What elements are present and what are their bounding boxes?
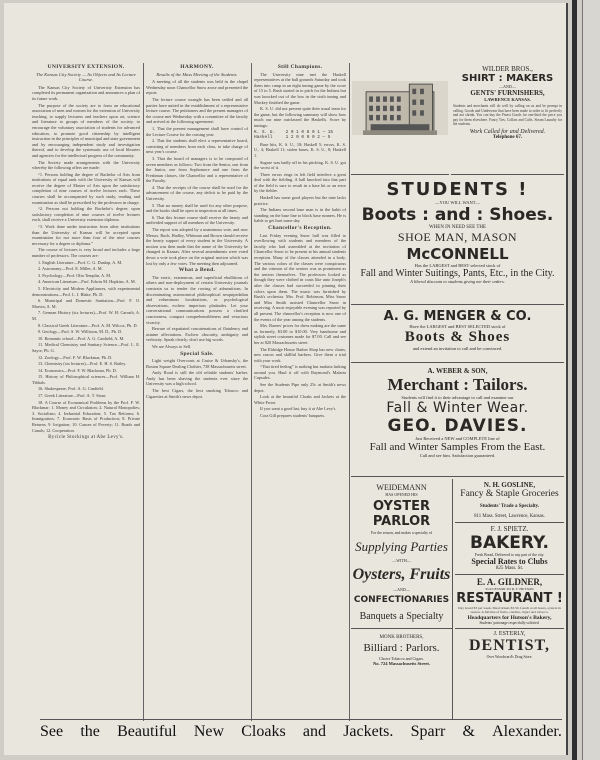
footer-word: Alexander. [492, 723, 562, 740]
gosline-advert [455, 479, 564, 523]
course-item: 15. History of Philosophical sciences—Prof. William H. Tibbals. [32, 374, 140, 385]
spietz-body: Fresh Bread, Delivered to any part of the city. [474, 553, 545, 557]
right-advert-stack [455, 479, 564, 719]
course-item: 5. Electricity and Modern Appliances, with experimental demonstrations—Prof. L. I. Blake, Ph. D. [32, 285, 140, 297]
oyster-parlor: OYSTER PARLOR [372, 499, 431, 529]
wilder-and: —AND— [499, 84, 516, 89]
paragraph: The lecture course wrangle has been settled and all parties have united in the establishment of a representative lecture course. The petitioners and the present managers of the course met Wednesday with a committee of the faculty and arrived at the following agreement: [146, 96, 248, 125]
column-rule [143, 63, 144, 721]
course-item: 6. Municipal and Domestic Sanitation—Prof. F. O. Marvin, A. M. [32, 298, 140, 309]
mcconnell-body: Has the LARGEST and BEST selected stock of [414, 263, 501, 268]
paragraph: 1. That the present management shall have control of the Lecture Course for the coming year. [146, 125, 248, 137]
footer-word: Cloaks [241, 723, 286, 740]
paragraph: “1. Persons holding the degree of Bachelor of Arts from institutions of equal rank with the University of Kansas will receive the degree of Master of Arts upon the satisfactory completion of nine courses of twelve lectures each. These courses shall be accompanied by such study, reading and examination as shall be prescribed by the professors in charge. [32, 171, 140, 205]
course-item: 14. Economics—Prof. F. W. Blackmar, Ph. D. [38, 367, 117, 373]
paragraph: 4. That the receipts of the course shall be used for the advancement of the course, any deficit to be paid by the University. [146, 184, 248, 202]
davies-body: Just Received a NEW and COMPLETE line of [415, 436, 500, 441]
esterly-address: Over Woodward's Drug Store. [486, 654, 533, 659]
binding-edge [572, 0, 577, 760]
special-rates: Special Rates to Clubs [471, 557, 548, 566]
students-want: —YOU WILL WANT— [435, 200, 480, 205]
course-list [32, 260, 140, 434]
course-item: 8. Classical Greek Literature—Prof. A. M. Wilcox, Ph. D. [38, 322, 138, 328]
harmony-body [146, 79, 248, 266]
merchant-tailors: Merchant : Tailors. [387, 375, 528, 394]
mcconnell-advert [351, 177, 564, 305]
confectionaries: CONFECTIONARIES [353, 595, 450, 605]
special-sale-body [146, 358, 248, 399]
course-item: 9. Geology—Prof. S. W. Williston, M. D., Ph. D. [38, 329, 123, 335]
footer-word: New [193, 723, 225, 740]
wilder-bros-name: WILDER BROS., [482, 65, 533, 73]
paragraph: Beware of expatiated concatenations of flatulency and asinine affectations. Eschew obscurity, ambiguity and verbosity. Speak clearly; don't use big words. [146, 326, 248, 343]
paragraph: The Kansas City Society of University Extension has completed its permanent organization and announces a plan of its future work. [32, 84, 140, 101]
course-item: 11. Medical Chemistry and Sanitary Science—Prof. L. E. Sayre, Ph. G. [32, 342, 140, 353]
wilder-phone: Telephone 67. [492, 134, 523, 140]
paragraph: The University nine met the Haskell representatives at the ball grounds Saturday and took them into camp in an eight inning game by the score of 15 to 5. Rush started in to pitch for the Indians but was knocked out of the box in the sixth inning and Mackey finished the game. [254, 71, 346, 105]
menger-body: Have the LARGEST and BEST SELECTED stock of [409, 324, 506, 329]
paragraph: Three errors rings in left field interfere a great deal with the fielding. A ball knocked into that part of the field is sure to result in a base hit or an error by the fielder. [254, 171, 346, 194]
dentist-title: DENTIST, [468, 636, 551, 654]
esterly-name: J. ESTERLY, [493, 630, 526, 637]
column-rule [349, 63, 350, 721]
paragraph: K. S. U. did not present quite their usual team for the game, but the following summary will show how much our nine outclassed the Haskells. Score by innings: [254, 106, 346, 128]
gosline-address: 811 Mass. Street, Lawrence, Kansas. [474, 514, 545, 519]
menger-name: A. G. MENGER & CO. [383, 309, 532, 324]
davies-call: Call and see him. Satisfaction guaranteed. [419, 453, 496, 458]
course-item: 3. Psychology—Prof. Olin Templin, A. M. [38, 272, 112, 278]
monk-address: No. 724 Massachusetts Street. [372, 661, 431, 666]
monk-cigars: Choice Tobacco and Cigars. [379, 656, 424, 661]
menger-invite: and extend an invitation to call and be convinced. [412, 346, 503, 351]
boots-and-shoes-2: Boots & Shoes [404, 329, 511, 345]
course-item: 4. American Literature—Prof. Edwin M. Hopkins, A. M. [38, 279, 136, 285]
shirt-makers: SHIRT : MAKERS [461, 73, 554, 84]
weidemann-open: HAS OPENED HIS [385, 492, 418, 497]
when-in-need: WHEN IN NEED SEE THE [428, 225, 487, 230]
monk-brothers: MONK BROTHERS, [379, 635, 424, 640]
gildner-body: Day board $3 per week. Meal tickets $3.50. Lunch at all hours, oysters in season. A full line of fruits, candies, cigars and tobacco. [458, 606, 561, 615]
score-ksu: K. S. U. 2 0 1 0 8 0 1 — 15 [254, 129, 334, 135]
footer-word: Jackets. [343, 723, 394, 740]
paragraph: Base hits, K. S. U., 18; Haskell 5; errors, K. S. U., 4; Haskell 11; stolen bases, K. S. U., 8; Haskell 1. [254, 141, 346, 158]
course-item: 16. Shakespeare, Prof. A. G. Canfield. [38, 386, 104, 392]
column-rule [251, 63, 252, 721]
column-harmony [146, 63, 248, 400]
course-item: 7. German History (six lectures)—Prof. W. H. Carruth, A. M. [32, 310, 140, 321]
heading-chancellors-reception: Chancellor's Reception. [268, 225, 332, 232]
wilder-call: Work Called for and Delivered. [469, 128, 546, 135]
spietz-name: F. J. SPIETZ. [490, 525, 529, 533]
spietz-advert [455, 523, 564, 575]
course-item: 12. Zoology—Prof. F. W. Blackmar, Ph. D. [38, 354, 113, 360]
course-item: 1. English Literature—Prof. C. G. Dunlap, A. M. [38, 259, 123, 265]
esterly-advert [455, 629, 564, 659]
wilder-bros-advert [451, 63, 564, 175]
footer-word: See [40, 723, 64, 740]
gildner-name: E. A. GILDNER, [476, 577, 543, 587]
banquets-specialty: Banquets a Specialty [351, 611, 452, 629]
bicycle-stockings-notice: Bycicle Stockings at Abe Levy's. [48, 435, 124, 441]
heading-harmony: HARMONY. [180, 64, 214, 70]
column-university-extension [32, 63, 140, 442]
still-champions-notes [254, 142, 346, 224]
davies-samples: Fall and Winter Samples From the East. [369, 441, 546, 453]
heading-university-extension: UNIVERSITY EXTENSION. [47, 64, 125, 70]
paragraph: “3. Work done under instruction from other institutions than the University of Kansas will be accepted upon examination for not more than four of the nine courses necessary for a degree or diploma.” [32, 224, 140, 246]
course-item: 18. A Course of Economical Problems by the Prof. F. W. Blackmar: 1. Money and Circulation; 2. Natural Monopolies; 3. Socialism; 4. Industrial Education; 5. Tax Reforms; 6. Immigration; 7. Economic Basis of Production; 8. Private Returns; 9. Irrigation; 10. Causes of Poverty; 11. Roads and Canals; 12. Cooperation. [32, 399, 140, 433]
heading-still-champions: Still Champions. [277, 64, 323, 70]
gildner-headquarters: Headquarters for Hutson's Bakery, [467, 614, 552, 621]
paragraph: The Indians second base man is in the habit of standing on the base line to block base runners. He is liable to get hurt some day. [254, 207, 346, 224]
paragraph: “That tired feeling” is nothing but malaria lurking around you. Haul it off with Raymond's Malaria Capsules. [254, 364, 346, 381]
gosline-trade: Students' Trade a Specialty. [479, 504, 540, 509]
oysters-fruits: Oysters, Fruits [352, 566, 451, 583]
bakery-title: BAKERY. [469, 533, 549, 553]
paragraph: The Society made arrangements with the University whereby the following offers are made: [32, 159, 140, 171]
paragraph: Haskell has some good players but the nine lacks practice. [254, 195, 346, 206]
footer-word: the [80, 723, 100, 740]
gildner-orders: Students' patronage respectfully solicited. [479, 620, 540, 625]
subheading-mass-meeting: Results of the Mass Meeting of the Students. [156, 71, 238, 77]
footer-word: and [302, 723, 326, 740]
paragraph: Light weight Overcoats at Cruise & Urbansky's, the Boston Square Dealing Clothier, 738 Massachusetts street. [146, 358, 248, 369]
paragraph: 3. That the board of managers is to be composed of seven members as follows: Two from the Senior, one from the Junior, one from Sophomore and one from the Freshman classes, the Chancellor and a representative of the Faculty. [146, 155, 248, 184]
heading-what-a-bend: What a Bend. [178, 267, 216, 274]
column-still-champions [254, 63, 346, 420]
weber-body: Students will find it to their advantage to call and examine our [401, 395, 514, 400]
chancellors-reception-body [254, 233, 346, 419]
paragraph: Andy Road is still the old reliable students' barber. Andy has been shaving the students ever since the University was a high school. [146, 370, 248, 387]
paragraph: If you want a good hat, buy it at Abe Levy's. [260, 406, 337, 412]
mcconnell-discount: A liberal discount to students giving me their orders. [410, 279, 505, 284]
paragraph: Look at the beautiful Cloaks and Jackets at the White Front. [254, 394, 346, 405]
paragraph: See the Students Pipe only 25c at Smith's news depot. [254, 382, 346, 393]
weber-davies-advert [351, 365, 564, 477]
davies-name: GEO. DAVIES. [387, 416, 528, 436]
what-a-bend-body [146, 275, 248, 350]
fall-winter-suitings: Fall and Winter Suitings, Pants, Etc., in the City. [360, 268, 555, 279]
paragraph: The purpose of the society are to form an educational association of men and women for the extension of University teaching, to supply lecturers and teachers upon art, science and literature to groups of members of the society, to encourage the voluntary association of students for advanced education, to promote good citizenship by intelligent instruction in the principles of municipal and state government and by encouraging independent study and investigation thereof, and to develop the systematic use of local libraries and agencies for the intellectual progress of the community. [32, 102, 140, 158]
heading-special-sale: Special Sale. [180, 350, 214, 357]
weber-name: A. WEBER & SON, [427, 367, 488, 375]
mcconnell-name: McCONNELL [406, 245, 509, 263]
paragraph: The erotic, extraneous, and superficial ebullitions of others and non-deployment of certain University journals constrain us to tender the rowing of admonitions. In discriminating astronomical philosophical sesquipedalian and voluminous lucubrations, or psychological observations, eschew imperious platitudes. Let your conversational communications possess a clarified conciseness, compact comprehensibleness and veracious vivacity. [146, 274, 248, 325]
restaurant-title: RESTAURANT ! [456, 591, 563, 606]
weidemann-name: WEIDEMANN [376, 483, 427, 492]
footer-word: & [462, 723, 475, 740]
paragraph: We are Always to Sell. [152, 343, 192, 349]
paragraph: Last Friday evening Snow hall was filled to overflowing with students and members of the faculty who had assembled at the invitation of Chancellor Snow to be present at his annual students reception. Many of the classes attended in a body. The various colors of the classes were conspicuous and the crimson of the seniors was as prominent as the seniors themselves. The professors looked as though they were clothed in coats like unto Joseph's after the classes had succeeded in pinning their colors upon them. The music was furnished by Bush's orchestra. Mrs. Prof. Robinson, Miss Snow and Miss Smith assisted Chancellor Snow in receiving. A most enjoyable evening was reported by all present. The chancellor's reception is now one of the events of the year among the students. [254, 232, 346, 322]
next-page-edge [582, 0, 600, 760]
course-item: 2. Astronomy—Prof. E. Miller, A. M. [38, 266, 103, 272]
with-label: —WITH— [392, 558, 411, 563]
billiard-parlors: Billiard : Parlors. [363, 642, 440, 654]
gents-furnishers: GENTS' FURNISHERS, [470, 89, 545, 97]
store-building-illustration [352, 81, 448, 135]
paragraph: Mrs. Barnes' prices for dress making are the same as formerly, $3.00 to $10.00. Very handsome and stylish street costumes made for $7.00. Call and see her at 820 Massachusetts street. [254, 323, 346, 345]
paragraph: “2. Persons not holding the Bachelor's degree, upon satisfactory completion of nine courses of twelve lectures each, shall receive a University extension diploma. [32, 206, 140, 223]
gosline-name: N. H. GOSLINE, [483, 481, 536, 489]
newspaper-page [4, 3, 568, 755]
gildner-advert [455, 575, 564, 629]
paragraph: The course of lectures is very broad and includes a large number of professors. The courses are: [32, 247, 140, 258]
paragraph: The Eldridge House Barber Shop has new chairs, new razors and skillful barbers. Give them a trial with your work. [254, 346, 346, 363]
paragraph: The best Cigars, the best smoking Tobacco and Cigarettes at Smith's news depot. [146, 388, 248, 399]
students-title: STUDENTS ! [386, 179, 529, 200]
and-label: —AND— [393, 587, 410, 592]
shoe-man-mason: SHOE MAN, MASON [397, 230, 518, 244]
boots-and-shoes-1: Boots : and : Shoes. [361, 205, 554, 225]
weidemann-advert [351, 479, 453, 719]
paragraph: The report was adopted by a unanimous vote, and now Messrs. Ruch, Hadley, Whitman and Brown should receive the hearty support of every student in the University. A motion was then made that the name of the University be changed to Kansas. After several amendments were voted down a vote took place on the original motion which was lost by only a few votes. The meeting then adjourned. [146, 227, 248, 266]
university-extension-body [32, 85, 140, 259]
supplying-parties: Supplying Parties [355, 539, 448, 554]
course-item: 13. Chemistry (six lectures)—Prof. E. H. S. Bailey. [38, 361, 127, 367]
paragraph: 2. That the students shall elect a representative board, consisting of members from each class, to take charge of next year's course. [146, 138, 248, 155]
paragraph: A meeting of all the students was held in the chapel Wednesday noon Chancellor Snow arose and presented the report: [146, 79, 248, 96]
fall-winter-wear: Fall & Winter Wear. [386, 400, 529, 416]
paragraph: 5. That no money shall be used for any other purpose, and the books shall be open to inspection at all times. [146, 202, 248, 214]
gildner-sub: SUCCESSOR TO R. T. HUTSON [485, 587, 534, 591]
wilder-body: Students and merchants will do well by calling on us and be prompt in calling. Goods and Underwear that have been made to order to fit perfectly and not shrink. You can buy the Finest Goods for one-third the price you pay for them elsewhere. Fancy Ties, Collars and Cuffs. Steam Laundry for the students. [453, 104, 562, 127]
menger-advert [351, 307, 564, 363]
paragraph: Cora Gill prepares students' banquets. [260, 413, 326, 419]
building-advert [351, 63, 449, 175]
score-haskell: Haskell 1 2 0 0 0 0 2 — 5 [254, 135, 331, 141]
footer-word: Beautiful [117, 723, 177, 740]
course-item: 10. Romantic school—Prof. A. G. Canfield, A. M. [38, 335, 125, 341]
spietz-address: 825 Mass. St. [495, 566, 524, 571]
footer-word: Sparr [410, 723, 446, 740]
paragraph: 6. That this lecture course shall receive the hearty and undivided support of all members of the University. [146, 214, 248, 226]
oyster-sub: For the season, and makes a specialty of [370, 531, 433, 535]
wilder-city: LAWRENCE KANSAS. [484, 97, 531, 102]
fancy-staple-groceries: Fancy & Staple Groceries [460, 489, 559, 499]
footer-advert-line [40, 719, 562, 741]
course-item: 17. Greek Literature—Prof. A. T. Stout. [38, 393, 107, 399]
paragraph: Sugrue was badly off in his pitching. K. S. U. got the worst of it. [254, 159, 346, 171]
subheading-kansas-city-society: The Kansas City Society — Its Objects and Its Lecture Course. [36, 71, 136, 83]
still-champions-body [254, 72, 346, 129]
